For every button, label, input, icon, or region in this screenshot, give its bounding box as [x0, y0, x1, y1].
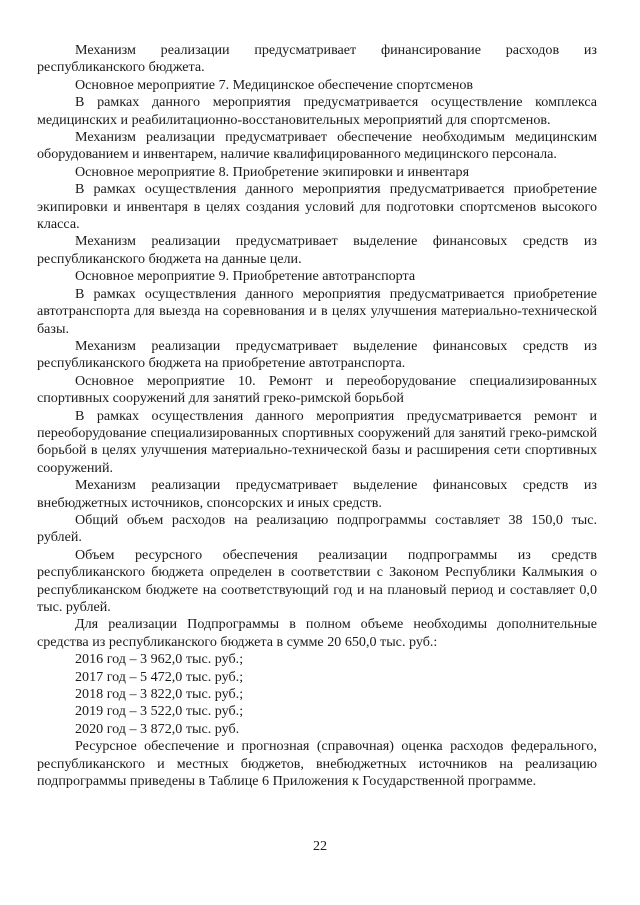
- paragraph-measure-10-mechanism: Механизм реализации предусматривает выделение финансовых средств из внебюджетных источников, спонсорских и иных средств.: [37, 477, 597, 511]
- paragraph-total-expenses: Общий объем расходов на реализацию подпрограммы составляет 38 150,0 тыс. рублей.: [37, 511, 597, 546]
- paragraph-measure-7-scope: В рамках данного мероприятия предусматривается осуществление комплекса медицинских и реабилитационно-восстановительных мероприятий для спортсменов.: [37, 94, 597, 128]
- year-2020: 2020 год – 3 872,0 тыс. руб.: [75, 720, 240, 737]
- document-body: [37, 42, 597, 790]
- paragraph-additional-funds: Для реализации Подпрограммы в полном объеме необходимы дополнительные средства из республиканского бюджета в сумме 20 650,0 тыс. руб.:: [37, 616, 597, 650]
- heading-measure-7: Основное мероприятие 7. Медицинское обеспечение спортсменов: [75, 76, 474, 93]
- heading-measure-8: Основное мероприятие 8. Приобретение экипировки и инвентаря: [75, 163, 470, 180]
- paragraph-measure-9-mechanism: Механизм реализации предусматривает выделение финансовых средств из республиканского бюджета на приобретение автотранспорта.: [37, 337, 597, 372]
- page-number: 22: [312, 838, 328, 854]
- paragraph-measure-7-mechanism: Механизм реализации предусматривает обеспечение необходимым медицинским оборудованием и инвентарем, наличие квалифицированного медицинского персонала.: [37, 129, 597, 163]
- paragraph-resource-provision: Объем ресурсного обеспечения реализации подпрограммы из средств республиканского бюджета определен в соответствии с Законом Республики Калмыкия о республиканском бюджете на соответствующий год и на плановый период и составляет 0,0 тыс. рублей.: [37, 546, 597, 615]
- paragraph-measure-8-scope: В рамках осуществления данного мероприятия предусматривается приобретение экипировки и инвентаря в целях создания условий для подготовки спортсменов высокого класса.: [37, 181, 597, 233]
- paragraph-mechanism-1: Механизм реализации предусматривает финансирование расходов из республиканского бюджета.: [37, 42, 597, 76]
- year-2016: 2016 год – 3 962,0 тыс. руб.;: [75, 651, 244, 668]
- heading-measure-9: Основное мероприятие 9. Приобретение автотранспорта: [75, 268, 416, 285]
- year-2017: 2017 год – 5 472,0 тыс. руб.;: [75, 668, 244, 685]
- paragraph-measure-10-scope: В рамках осуществления данного мероприятия предусматривается ремонт и переоборудование специализированных спортивных сооружений для занятий греко-римской борьбой в целях улучшения материально-технической базы и расширения сети спортивных сооружений.: [37, 407, 597, 476]
- year-2019: 2019 год – 3 522,0 тыс. руб.;: [75, 703, 244, 720]
- paragraph-measure-9-scope: В рамках осуществления данного мероприятия предусматривается приобретение автотранспорта для выезда на соревнования и в целях улучшения материально-технической базы.: [37, 285, 597, 337]
- year-2018: 2018 год – 3 822,0 тыс. руб.;: [75, 686, 244, 703]
- heading-measure-10: Основное мероприятие 10. Ремонт и переоборудование специализированных спортивных сооружений для занятий греко-римской борьбой: [37, 372, 597, 407]
- paragraph-measure-8-mechanism: Механизм реализации предусматривает выделение финансовых средств из республиканского бюджета на данные цели.: [37, 233, 597, 267]
- paragraph-forecast-estimate: Ресурсное обеспечение и прогнозная (справочная) оценка расходов федерального, республиканского и местных бюджетов, внебюджетных источников на реализацию подпрограммы приведены в Таблице 6 Приложения к Государственной программе.: [37, 738, 597, 790]
